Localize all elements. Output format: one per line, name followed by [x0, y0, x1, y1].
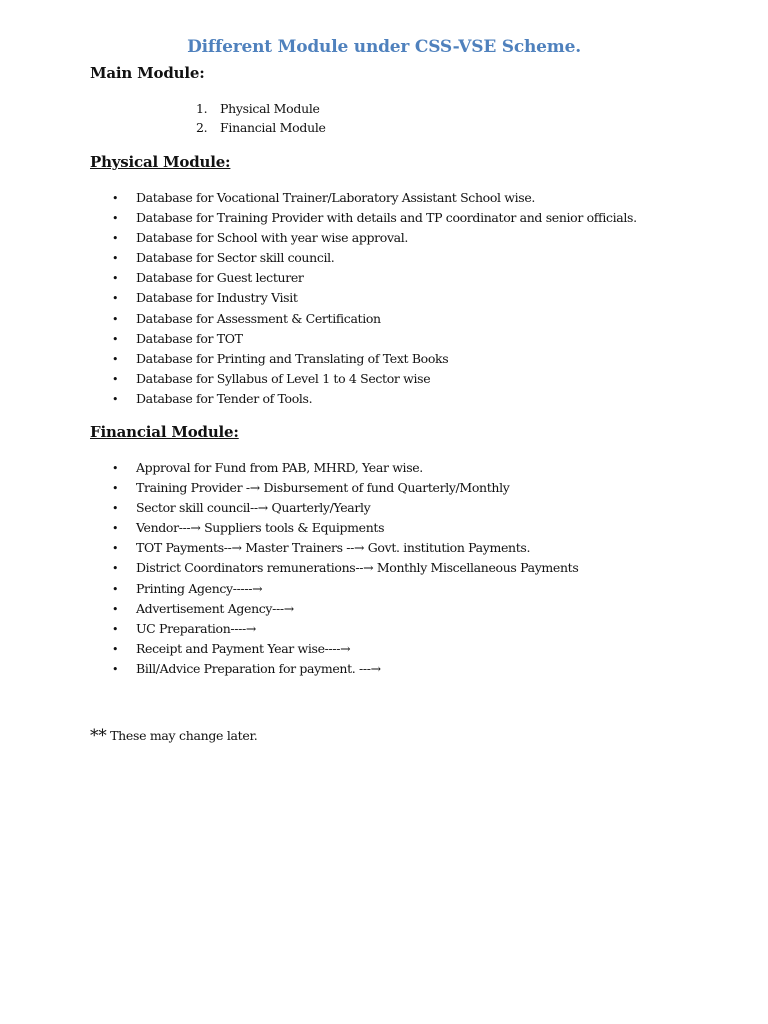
financial-module-heading: Financial Module:	[90, 423, 239, 441]
list-item-text: Physical Module	[220, 101, 320, 116]
list-item	[112, 208, 637, 228]
list-item-text: Advertisement Agency---→	[136, 600, 294, 616]
list-item-text: TOT Payments--→ Master Trainers --→ Govt. institution Payments.	[136, 540, 531, 556]
list-item-text: Vendor---→ Suppliers tools & Equipments	[136, 520, 385, 536]
list-item-text: Database for Industry Visit	[136, 290, 298, 306]
bullet-icon: •	[112, 352, 119, 366]
list-item	[112, 288, 637, 308]
bullet-icon: •	[112, 542, 119, 556]
main-module-list	[196, 99, 326, 137]
list-item	[112, 538, 578, 558]
list-number: 2.	[196, 120, 208, 135]
list-item	[112, 188, 637, 208]
bullet-icon: •	[112, 272, 119, 286]
list-item	[112, 619, 578, 639]
bullet-icon: •	[112, 662, 119, 676]
list-item	[112, 268, 637, 288]
bullet-icon: •	[112, 292, 119, 306]
list-item	[112, 389, 637, 409]
list-item-text: Database for School with year wise approval.	[136, 230, 409, 246]
footnote-stars: **	[90, 726, 107, 746]
list-item-text: Financial Module	[220, 120, 326, 135]
list-number: 1.	[196, 101, 208, 116]
bullet-icon: •	[112, 562, 119, 576]
bullet-icon: •	[112, 232, 119, 246]
bullet-icon: •	[112, 582, 119, 596]
bullet-icon: •	[112, 642, 119, 656]
list-item	[112, 369, 637, 389]
list-item-text: Database for Guest lecturer	[136, 270, 304, 286]
list-item-text: Sector skill council--→ Quarterly/Yearly	[136, 500, 371, 516]
list-item-text: Printing Agency-----→	[136, 580, 263, 596]
bullet-icon: •	[112, 192, 119, 205]
bullet-icon: •	[112, 392, 119, 406]
list-item-text: Database for Printing and Translating of Text Books	[136, 350, 449, 366]
bullet-icon: •	[112, 462, 119, 475]
list-item-text: Receipt and Payment Year wise----→	[136, 640, 351, 656]
list-item	[112, 498, 578, 518]
list-item	[112, 349, 637, 369]
document-title: Different Module under CSS-VSE Scheme.	[187, 37, 581, 57]
list-item	[112, 659, 578, 679]
list-item	[112, 458, 578, 478]
bullet-icon: •	[112, 332, 119, 346]
list-item-text: Bill/Advice Preparation for payment. ---→	[136, 660, 381, 676]
list-item-text: UC Preparation----→	[136, 620, 257, 636]
bullet-icon: •	[112, 252, 119, 266]
financial-module-list	[112, 458, 578, 679]
list-item	[112, 248, 637, 268]
list-item	[196, 118, 326, 137]
physical-module-heading: Physical Module:	[90, 153, 231, 171]
bullet-icon: •	[112, 212, 119, 226]
list-item	[112, 639, 578, 659]
list-item-text: Training Provider -→ Disbursement of fund Quarterly/Monthly	[136, 480, 510, 496]
list-item	[196, 99, 326, 118]
footnote-text: These may change later.	[106, 728, 258, 743]
list-item-text: Database for Training Provider with details and TP coordinator and senior officials.	[136, 210, 637, 226]
bullet-icon: •	[112, 482, 119, 496]
list-item-text: Database for Syllabus of Level 1 to 4 Sector wise	[136, 370, 431, 386]
bullet-icon: •	[112, 502, 119, 516]
list-item	[112, 518, 578, 538]
list-item	[112, 228, 637, 248]
list-item-text: Database for Assessment & Certification	[136, 310, 381, 326]
list-item-text: Approval for Fund from PAB, MHRD, Year wise.	[136, 460, 423, 475]
footnote	[90, 726, 257, 746]
list-item-text: Database for Sector skill council.	[136, 250, 335, 266]
main-module-heading: Main Module:	[90, 64, 205, 82]
physical-module-list	[112, 188, 637, 409]
list-item-text: Database for Tender of Tools.	[136, 390, 313, 406]
list-item-text: District Coordinators remunerations--→ Monthly Miscellaneous Payments	[136, 560, 579, 576]
bullet-icon: •	[112, 602, 119, 616]
list-item	[112, 579, 578, 599]
bullet-icon: •	[112, 522, 119, 536]
bullet-icon: •	[112, 372, 119, 386]
list-item	[112, 478, 578, 498]
bullet-icon: •	[112, 622, 119, 636]
list-item	[112, 309, 637, 329]
list-item	[112, 599, 578, 619]
list-item-text: Database for TOT	[136, 330, 243, 346]
bullet-icon: •	[112, 312, 119, 326]
list-item-text: Database for Vocational Trainer/Laboratory Assistant School wise.	[136, 190, 535, 205]
list-item	[112, 329, 637, 349]
list-item	[112, 558, 578, 578]
